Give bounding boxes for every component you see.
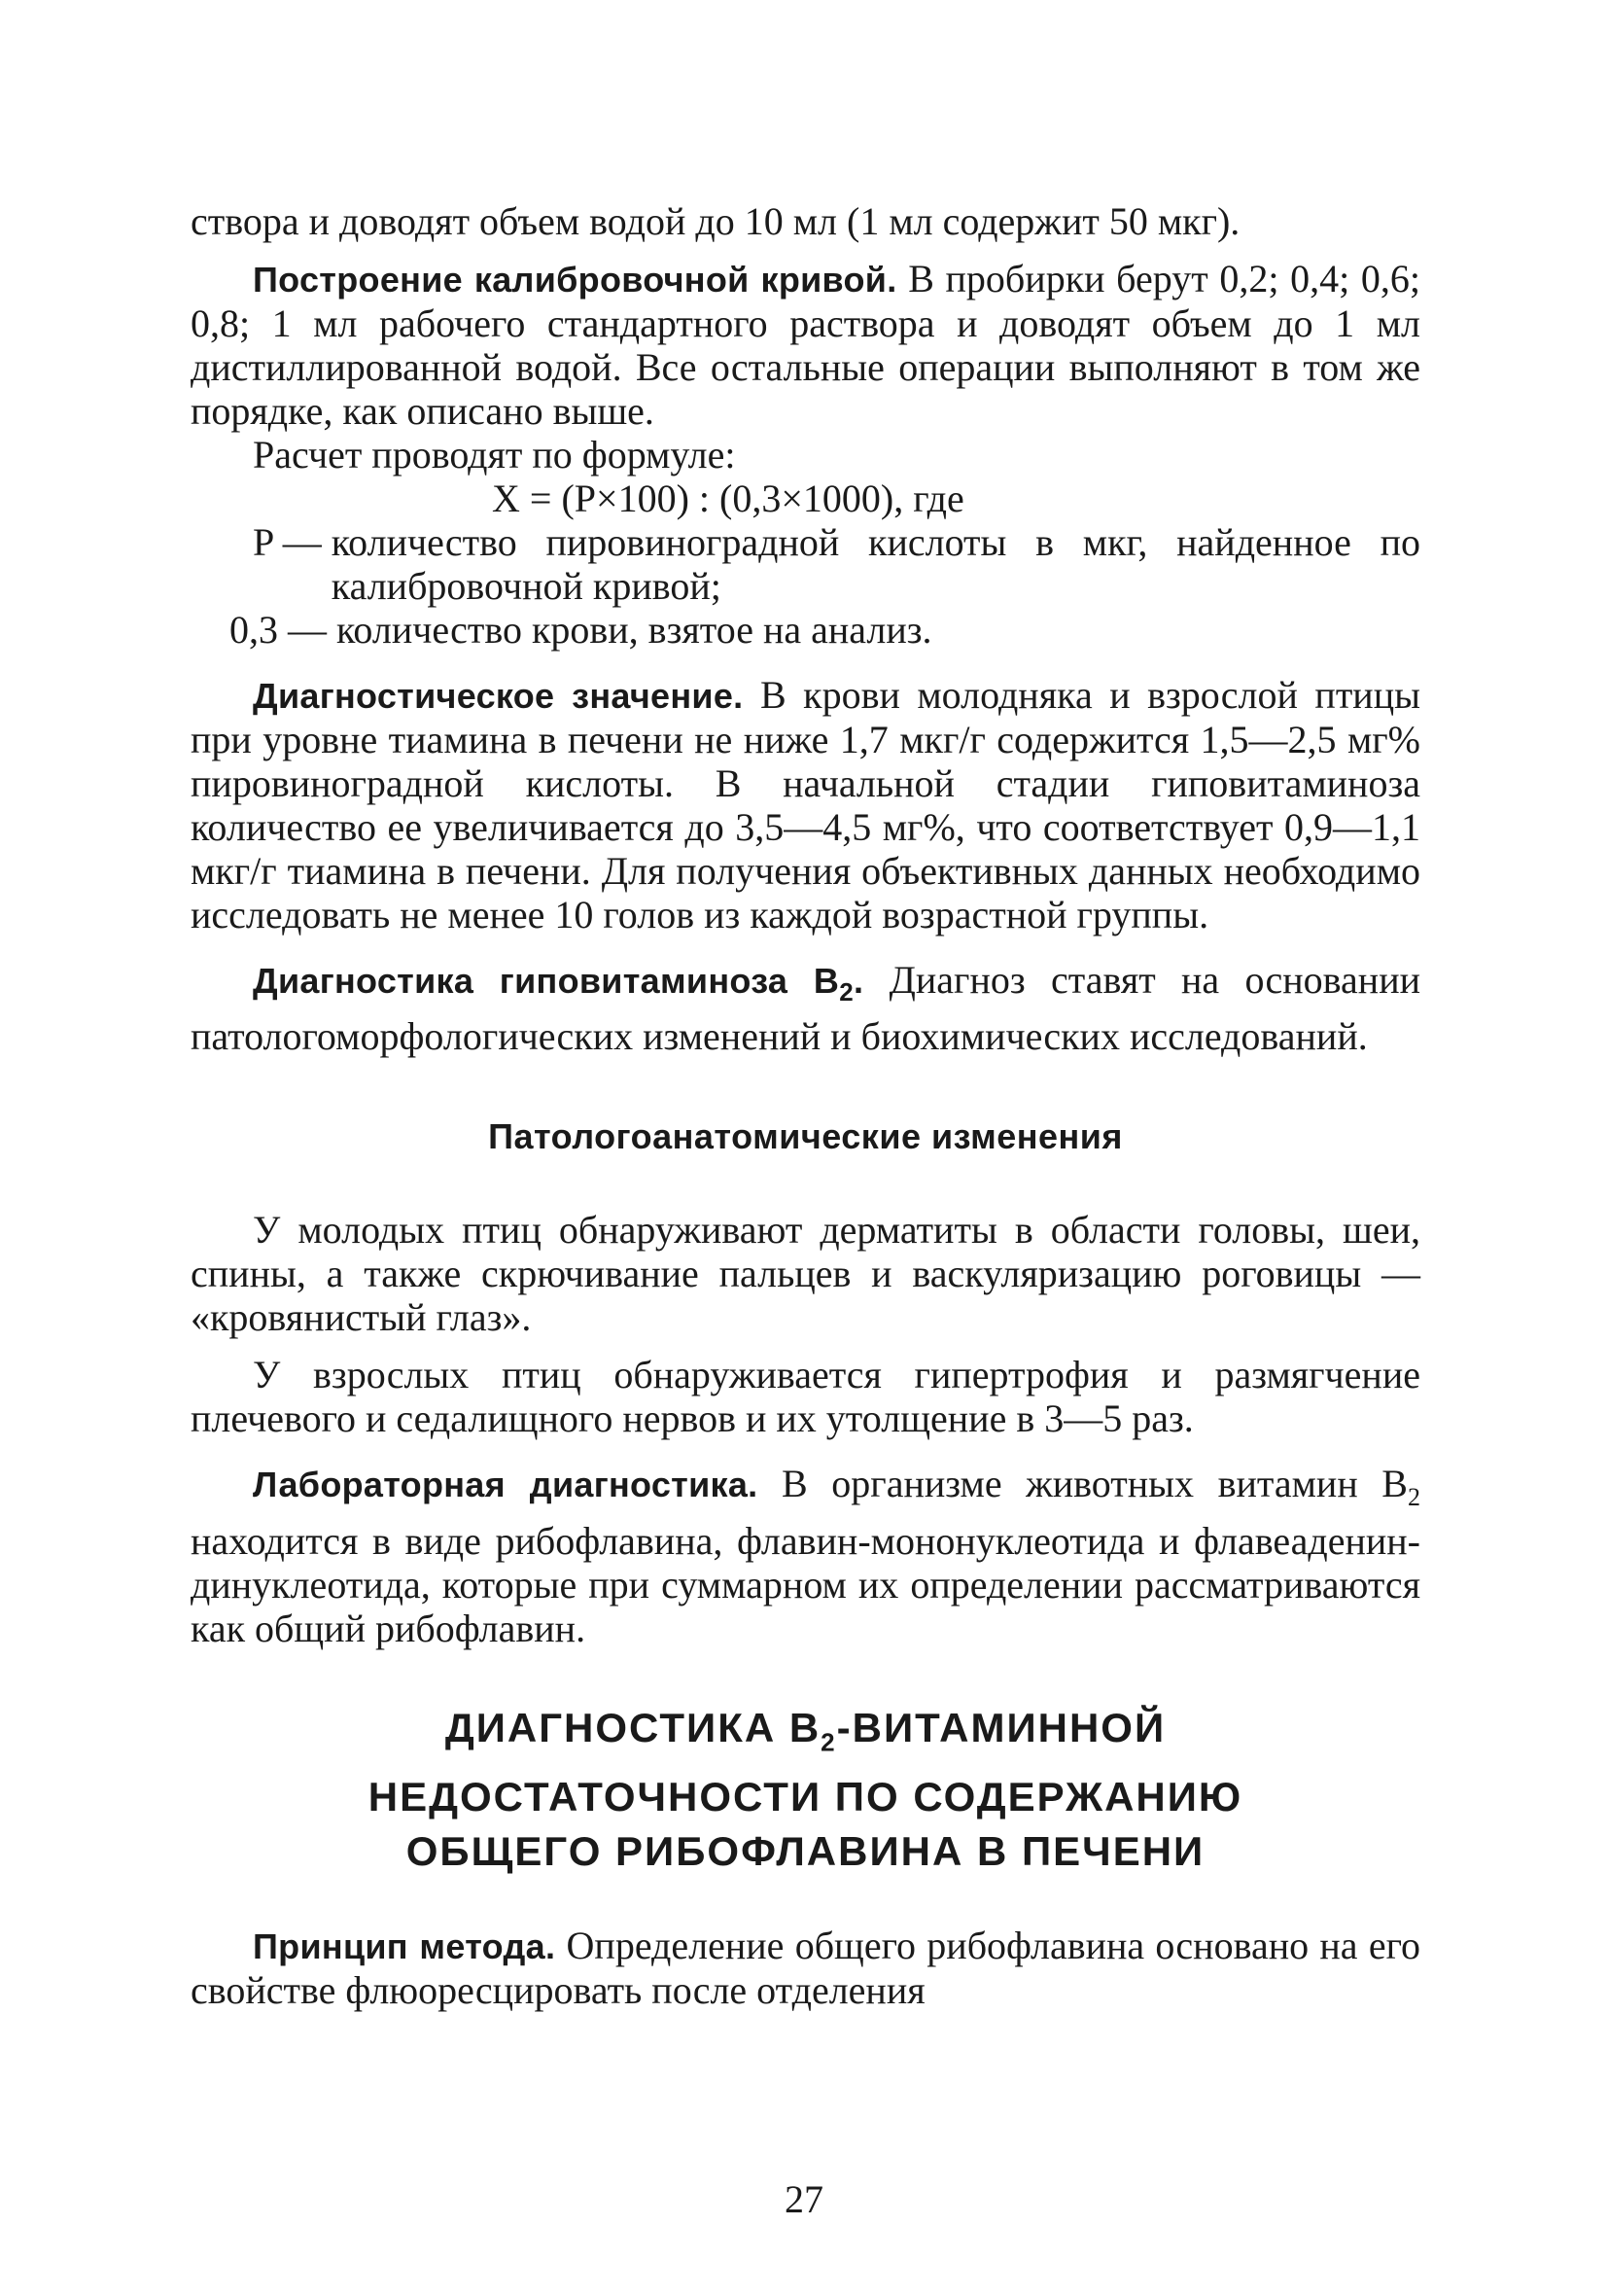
definition-03-label: 0,3 — <box>229 608 336 652</box>
paragraph-continuation: створа и доводят объем водой до 10 мл (1 мл содержит 50 мкг). <box>191 199 1241 243</box>
paragraph-b2-diagnostics <box>191 958 1420 1058</box>
b2-diagnostics-text: Диагноз ставят на основании патологоморфологических изменений и биохимических исследований. <box>191 958 1421 1059</box>
definition-03-text: количество крови, взятое на анализ. <box>336 608 932 652</box>
paragraph-calibration <box>191 257 1420 433</box>
paragraph-diagnostic-value <box>191 673 1420 936</box>
section-heading: Патологоанатомические изменения <box>488 1116 1123 1157</box>
definition-03 <box>191 608 1420 652</box>
paragraph-young-birds: У молодых птиц обнаруживают дерматиты в области головы, шеи, спины, а также скрючивание пальцев и васкуляризацию роговицы — «кровянистый глаз». <box>191 1208 1420 1340</box>
page-number: 27 <box>785 2177 823 2221</box>
main-heading-line-1: ДИАГНОСТИКА $B_2$-ВИТАМИННОЙ <box>444 1705 1167 1757</box>
method-principle-text: Определение общего рибофлавина основано на его свойстве флюоресцировать после отделения <box>191 1923 1420 2012</box>
formula: X = (P×100) : (0,3×1000), где <box>492 477 964 520</box>
definition-p-text: количество пировиноградной кислоты в мкг, найденное по калибровочной кривой; <box>331 520 1420 608</box>
main-heading-line-2: НЕДОСТАТОЧНОСТИ ПО СОДЕРЖАНИЮ <box>367 1773 1243 1819</box>
main-heading <box>191 1701 1420 1878</box>
paragraph-calculation: Расчет проводят по формуле: <box>253 433 736 477</box>
definition-p-label: P — <box>253 520 332 564</box>
method-principle-heading: Принцип метода. <box>253 1925 556 1966</box>
paragraph-lab-diagnostics: Лабораторная диагностика. В организме животных витамин $B_2$ находится в виде рибофлавина, флавин-мононуклеотида и флавеаденин-динуклеотида, которые при суммарном их определении рассматриваются как общий рибофлавин. <box>191 1462 1420 1651</box>
main-heading-line-3: ОБЩЕГО РИБОФЛАВИНА В ПЕЧЕНИ <box>405 1827 1206 1874</box>
lab-diagnostics-heading: Лабораторная диагностика. <box>253 1465 758 1505</box>
diagnostic-value-heading: Диагностическое значение. <box>253 676 744 716</box>
calibration-heading: Построение калибровочной кривой. <box>253 260 897 300</box>
page-body <box>191 199 1420 2012</box>
paragraph-adult-birds: У взрослых птиц обнаруживается гипертрофия и размягчение плечевого и седалищного нервов и их утолщение в 3—5 раз. <box>191 1353 1420 1441</box>
diagnostic-value-text: В крови молодняка и взрослой птицы при уровне тиамина в печени не ниже 1,7 мкг/г содержится 1,5—2,5 мг% пировиноградной кислоты. В начальной стадии гиповитаминоза количество ее увеличивается до 3,5—4,5 мг%, что соответствует 0,9—1,1 мкг/г тиамина в печени. Для получения объективных данных необходимо исследовать не менее 10 голов из каждой возрастной группы. <box>191 673 1420 936</box>
calibration-text: В пробирки берут 0,2; 0,4; 0,6; 0,8; 1 мл рабочего стандартного раствора и доводят объем до 1 мл дистиллированной водой. Все остальные операции выполняют в том же порядке, как описано выше. <box>191 257 1421 433</box>
definition-p <box>191 520 1420 608</box>
paragraph-method-principle <box>191 1924 1420 2012</box>
b2-diagnostics-heading: Диагностика гиповитаминоза $B_2$. <box>253 961 864 1007</box>
